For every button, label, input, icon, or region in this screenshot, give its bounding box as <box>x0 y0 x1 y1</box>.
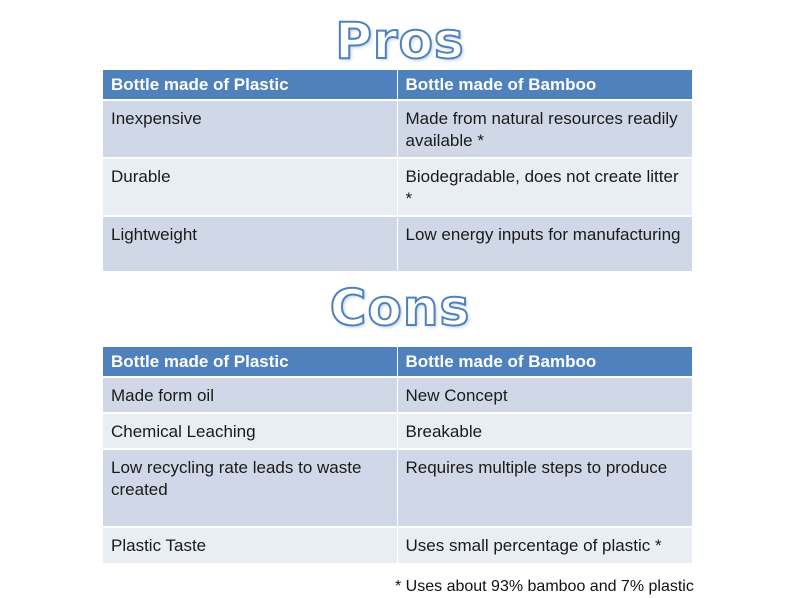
table-row <box>103 527 692 564</box>
table-cell: Plastic Taste <box>103 527 397 564</box>
column-header-bamboo: Bottle made of Bamboo <box>397 347 692 377</box>
table-cell: Made from natural resources readily available * <box>397 100 692 158</box>
table-row <box>103 100 692 158</box>
pros-table <box>103 70 692 273</box>
table-row <box>103 216 692 272</box>
table-header-row <box>103 347 692 377</box>
table-cell: Lightweight <box>103 216 397 272</box>
footnote: * Uses about 93% bamboo and 7% plastic <box>395 578 694 595</box>
table-cell: Requires multiple steps to produce <box>397 449 692 527</box>
cons-heading: Cons <box>329 279 471 337</box>
table-row <box>103 449 692 527</box>
column-header-plastic: Bottle made of Plastic <box>103 347 397 377</box>
table-cell: Chemical Leaching <box>103 413 397 449</box>
table-cell: Low recycling rate leads to waste created <box>103 449 397 527</box>
column-header-plastic: Bottle made of Plastic <box>103 70 397 100</box>
pros-heading: Pros <box>335 12 465 70</box>
table-cell: Durable <box>103 158 397 216</box>
table-cell: Uses small percentage of plastic * <box>397 527 692 564</box>
table-row <box>103 377 692 413</box>
table-row <box>103 158 692 216</box>
column-header-bamboo: Bottle made of Bamboo <box>397 70 692 100</box>
table-row <box>103 413 692 449</box>
table-cell: Low energy inputs for manufacturing <box>397 216 692 272</box>
table-cell: Made form oil <box>103 377 397 413</box>
table-cell: New Concept <box>397 377 692 413</box>
table-cell: Breakable <box>397 413 692 449</box>
table-cell: Inexpensive <box>103 100 397 158</box>
cons-table <box>103 347 692 565</box>
table-header-row <box>103 70 692 100</box>
table-cell: Biodegradable, does not create litter * <box>397 158 692 216</box>
